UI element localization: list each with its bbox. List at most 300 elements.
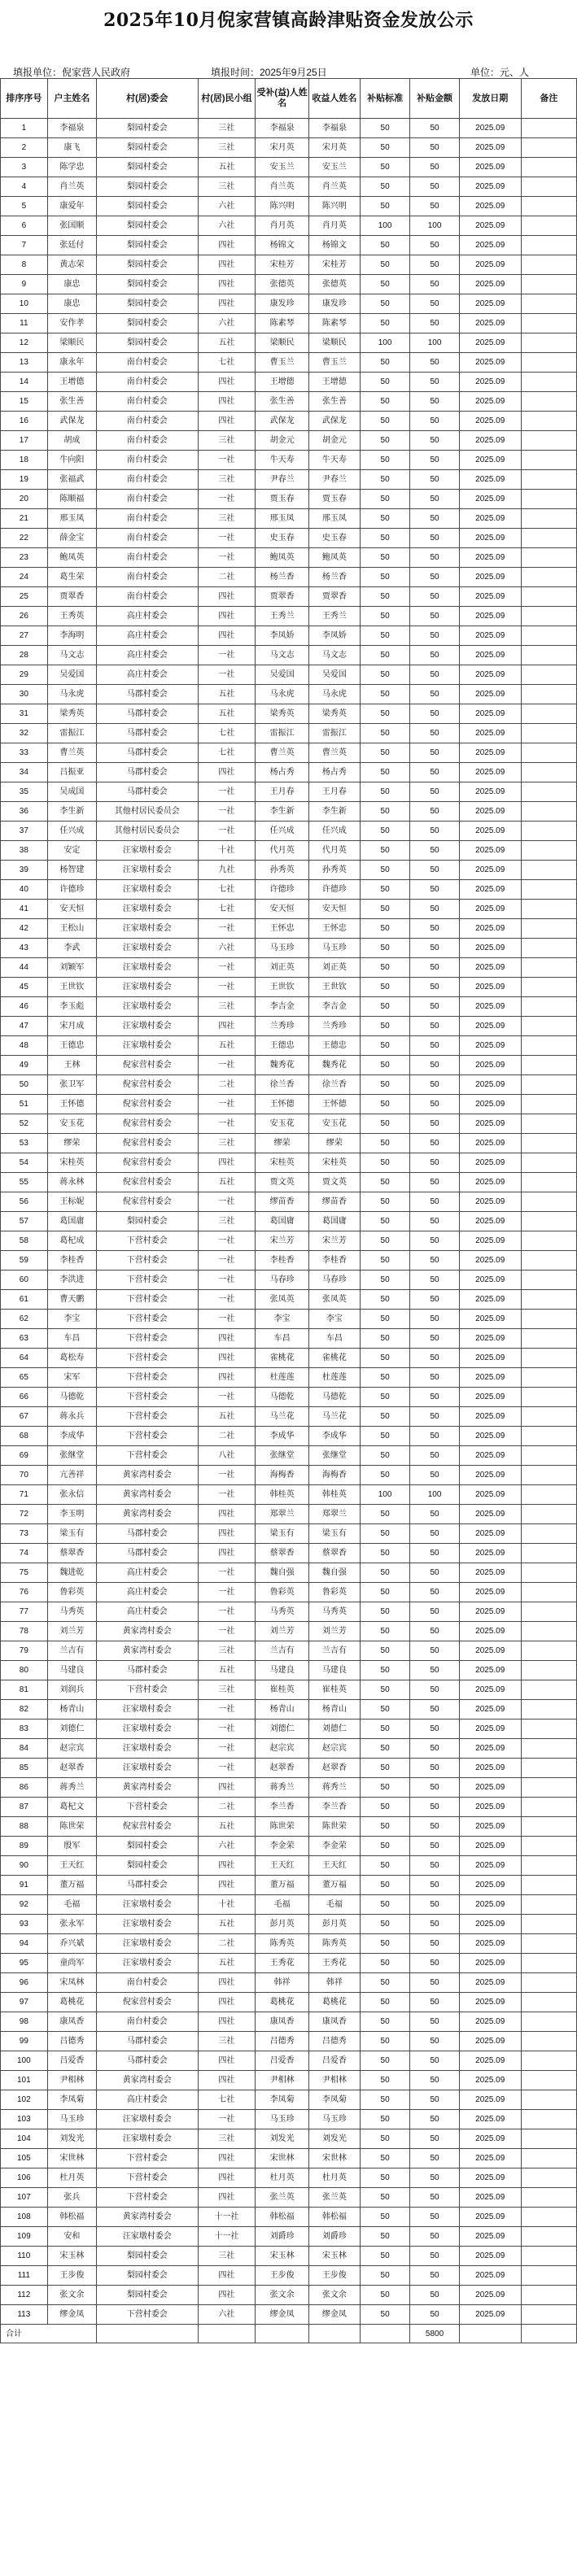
row-note <box>521 431 576 451</box>
row-note <box>521 1173 576 1192</box>
payment-date: 2025.09 <box>459 1290 521 1310</box>
beneficiary-name: 魏秀花 <box>256 1056 309 1075</box>
subsidy-standard: 50 <box>360 1876 410 1895</box>
beneficiary-name: 李兰香 <box>256 1798 309 1817</box>
householder-name: 康忠 <box>47 294 96 314</box>
villager-group: 三社 <box>198 2247 256 2266</box>
villager-group: 十一社 <box>198 2227 256 2247</box>
subsidy-standard: 50 <box>360 255 410 275</box>
subsidy-standard: 50 <box>360 2188 410 2208</box>
row-note <box>521 1095 576 1114</box>
villager-group: 三社 <box>198 997 256 1017</box>
subsidy-standard: 50 <box>360 1856 410 1876</box>
subsidy-standard: 50 <box>360 2305 410 2325</box>
villager-group: 四社 <box>198 2266 256 2286</box>
villager-group: 二社 <box>198 1934 256 1954</box>
beneficiary-name: 张兰英 <box>256 2188 309 2208</box>
village-committee: 梨园村委会 <box>96 1212 198 1231</box>
subsidy-amount: 50 <box>410 1856 459 1876</box>
payment-date: 2025.09 <box>459 1017 521 1036</box>
row-seq: 9 <box>1 275 48 294</box>
beneficiary-name: 杨占秀 <box>256 763 309 782</box>
row-seq: 113 <box>1 2305 48 2325</box>
recipient-name: 代月英 <box>308 841 360 861</box>
payment-date: 2025.09 <box>459 353 521 373</box>
row-seq: 45 <box>1 978 48 997</box>
subsidy-amount: 50 <box>410 1114 459 1134</box>
subsidy-amount: 100 <box>410 216 459 236</box>
village-committee: 南台村委会 <box>96 509 198 529</box>
subsidy-amount: 50 <box>410 1153 459 1173</box>
table-row <box>1 997 577 1017</box>
table-row <box>1 451 577 470</box>
householder-name: 肖兰英 <box>47 177 96 197</box>
subsidy-standard: 50 <box>360 2012 410 2032</box>
recipient-name: 曹玉兰 <box>308 353 360 373</box>
recipient-name: 杜月英 <box>308 2168 360 2188</box>
villager-group: 四社 <box>198 236 256 255</box>
row-seq: 93 <box>1 1915 48 1934</box>
subsidy-amount: 50 <box>410 1934 459 1954</box>
subsidy-standard: 50 <box>360 880 410 900</box>
village-committee: 南台村委会 <box>96 470 198 490</box>
reporting-time: 填报时间：2025年9月25日 <box>211 67 327 78</box>
subsidy-amount: 50 <box>410 1524 459 1544</box>
row-note <box>521 2208 576 2227</box>
table-row <box>1 1075 577 1095</box>
subsidy-standard: 50 <box>360 2090 410 2110</box>
householder-name: 吕振亚 <box>47 763 96 782</box>
subsidy-standard: 50 <box>360 1973 410 1993</box>
subsidy-standard: 50 <box>360 2129 410 2149</box>
row-seq: 27 <box>1 626 48 646</box>
payment-date: 2025.09 <box>459 1563 521 1583</box>
row-seq: 67 <box>1 1407 48 1427</box>
recipient-name: 李兰香 <box>308 1798 360 1817</box>
row-seq: 74 <box>1 1544 48 1563</box>
beneficiary-name: 李金荣 <box>256 1837 309 1856</box>
recipient-name: 宋月英 <box>308 138 360 158</box>
householder-name: 鲍凤英 <box>47 548 96 568</box>
table-row <box>1 2090 577 2110</box>
subsidy-standard: 50 <box>360 1954 410 1973</box>
villager-group: 一社 <box>198 1192 256 1212</box>
payment-date: 2025.09 <box>459 2032 521 2051</box>
householder-name: 李宝 <box>47 1310 96 1329</box>
subsidy-amount: 50 <box>410 978 459 997</box>
payment-date: 2025.09 <box>459 1798 521 1817</box>
householder-name: 鲁彩英 <box>47 1583 96 1602</box>
subsidy-standard: 50 <box>360 197 410 216</box>
payment-date: 2025.09 <box>459 1524 521 1544</box>
beneficiary-name: 安玉花 <box>256 1114 309 1134</box>
row-note <box>521 880 576 900</box>
village-committee: 汪家墩村委会 <box>96 841 198 861</box>
beneficiary-name: 康发珍 <box>256 294 309 314</box>
payment-date: 2025.09 <box>459 1212 521 1231</box>
village-committee: 下营村委会 <box>96 2168 198 2188</box>
row-seq: 44 <box>1 958 48 978</box>
payment-date: 2025.09 <box>459 470 521 490</box>
row-note <box>521 314 576 333</box>
row-note <box>521 255 576 275</box>
beneficiary-name: 鲁彩英 <box>256 1583 309 1602</box>
table-row <box>1 782 577 802</box>
payment-date: 2025.09 <box>459 1993 521 2012</box>
payment-date: 2025.09 <box>459 1505 521 1524</box>
subsidy-amount: 50 <box>410 1407 459 1427</box>
villager-group: 四社 <box>198 1505 256 1524</box>
householder-name: 宋凤林 <box>47 1973 96 1993</box>
row-seq: 69 <box>1 1446 48 1466</box>
subsidy-amount: 50 <box>410 1095 459 1114</box>
recipient-name: 马春珍 <box>308 1271 360 1290</box>
village-committee: 南台村委会 <box>96 392 198 412</box>
row-seq: 72 <box>1 1505 48 1524</box>
subsidy-amount: 50 <box>410 236 459 255</box>
subsidy-standard: 50 <box>360 2266 410 2286</box>
row-seq: 102 <box>1 2090 48 2110</box>
village-committee: 马郡村委会 <box>96 743 198 763</box>
recipient-name: 鲍凤英 <box>308 548 360 568</box>
subsidy-standard: 50 <box>360 1271 410 1290</box>
householder-name: 李武 <box>47 939 96 958</box>
recipient-name: 吴爱国 <box>308 665 360 685</box>
subsidy-standard: 50 <box>360 1798 410 1817</box>
table-row <box>1 314 577 333</box>
subsidy-standard: 50 <box>360 1134 410 1153</box>
beneficiary-name: 李凤娇 <box>256 626 309 646</box>
villager-group: 十社 <box>198 841 256 861</box>
subsidy-standard: 50 <box>360 782 410 802</box>
subsidy-amount: 50 <box>410 158 459 177</box>
village-committee: 高庄村委会 <box>96 2090 198 2110</box>
subsidy-standard: 50 <box>360 646 410 665</box>
householder-name: 董万福 <box>47 1876 96 1895</box>
village-committee: 南台村委会 <box>96 431 198 451</box>
row-seq: 73 <box>1 1524 48 1544</box>
row-note <box>521 1505 576 1524</box>
row-seq: 24 <box>1 568 48 587</box>
householder-name: 张国顺 <box>47 216 96 236</box>
payment-date: 2025.09 <box>459 1602 521 1622</box>
subsidy-standard: 100 <box>360 333 410 353</box>
subsidy-standard: 50 <box>360 509 410 529</box>
subsidy-standard: 100 <box>360 1485 410 1505</box>
village-committee: 汪家墩村委会 <box>96 880 198 900</box>
row-seq: 100 <box>1 2051 48 2071</box>
header-amount: 补贴金额 <box>410 79 459 119</box>
village-committee: 下营村委会 <box>96 1388 198 1407</box>
row-seq: 108 <box>1 2208 48 2227</box>
householder-name: 吴成国 <box>47 782 96 802</box>
village-committee: 汪家墩村委会 <box>96 1934 198 1954</box>
row-seq: 19 <box>1 470 48 490</box>
row-note <box>521 841 576 861</box>
village-committee: 下营村委会 <box>96 2149 198 2168</box>
subsidy-amount: 50 <box>410 1641 459 1661</box>
householder-name: 康爱年 <box>47 197 96 216</box>
row-note <box>521 1075 576 1095</box>
householder-name: 兰吉有 <box>47 1641 96 1661</box>
subsidy-amount: 50 <box>410 665 459 685</box>
village-committee: 下营村委会 <box>96 1680 198 1700</box>
villager-group: 四社 <box>198 2071 256 2090</box>
row-note <box>521 1388 576 1407</box>
payment-date: 2025.09 <box>459 939 521 958</box>
villager-group: 四社 <box>198 1368 256 1388</box>
recipient-name: 张文余 <box>308 2286 360 2305</box>
subsidy-standard: 50 <box>360 939 410 958</box>
payment-date: 2025.09 <box>459 1641 521 1661</box>
row-note <box>521 119 576 138</box>
row-seq: 8 <box>1 255 48 275</box>
recipient-name: 董万福 <box>308 1876 360 1895</box>
householder-name: 蒋永兵 <box>47 1407 96 1427</box>
recipient-name: 韩桂英 <box>308 1485 360 1505</box>
row-note <box>521 1856 576 1876</box>
villager-group: 四社 <box>198 1544 256 1563</box>
row-seq: 4 <box>1 177 48 197</box>
villager-group: 四社 <box>198 2051 256 2071</box>
recipient-name: 韩松福 <box>308 2208 360 2227</box>
beneficiary-name: 马永虎 <box>256 685 309 704</box>
subsidy-amount: 50 <box>410 958 459 978</box>
currency-unit: 单位：元、人 <box>470 67 530 78</box>
villager-group: 五社 <box>198 1954 256 1973</box>
recipient-name: 雀桃花 <box>308 1349 360 1368</box>
recipient-name: 缪金凤 <box>308 2305 360 2325</box>
row-note <box>521 1427 576 1446</box>
village-committee: 梨园村委会 <box>96 255 198 275</box>
householder-name: 李海明 <box>47 626 96 646</box>
subsidy-amount: 50 <box>410 1895 459 1915</box>
row-note <box>521 2266 576 2286</box>
householder-name: 马德乾 <box>47 1388 96 1407</box>
householder-name: 吕德秀 <box>47 2032 96 2051</box>
villager-group: 三社 <box>198 1641 256 1661</box>
villager-group: 四社 <box>198 2012 256 2032</box>
villager-group: 一社 <box>198 802 256 822</box>
row-note <box>521 373 576 392</box>
subsidy-standard: 50 <box>360 1446 410 1466</box>
row-seq: 49 <box>1 1056 48 1075</box>
beneficiary-name: 刘发光 <box>256 2129 309 2149</box>
row-note <box>521 646 576 665</box>
village-committee: 汪家墩村委会 <box>96 900 198 919</box>
subsidy-standard: 50 <box>360 1329 410 1349</box>
table-row <box>1 1641 577 1661</box>
subsidy-standard: 50 <box>360 138 410 158</box>
payment-date: 2025.09 <box>459 2266 521 2286</box>
beneficiary-name: 马德乾 <box>256 1388 309 1407</box>
householder-name: 王林 <box>47 1056 96 1075</box>
table-row <box>1 2012 577 2032</box>
beneficiary-name: 韩桂英 <box>256 1485 309 1505</box>
householder-name: 康忠 <box>47 275 96 294</box>
payment-date: 2025.09 <box>459 1934 521 1954</box>
row-seq: 91 <box>1 1876 48 1895</box>
householder-name: 宋世林 <box>47 2149 96 2168</box>
subsidy-amount: 50 <box>410 1622 459 1641</box>
beneficiary-name: 安玉兰 <box>256 158 309 177</box>
subsidy-amount: 50 <box>410 568 459 587</box>
row-seq: 81 <box>1 1680 48 1700</box>
recipient-name: 陈秀英 <box>308 1934 360 1954</box>
total-blank <box>459 2325 521 2343</box>
village-committee: 汪家墩村委会 <box>96 1759 198 1778</box>
villager-group: 一社 <box>198 1310 256 1329</box>
subsidy-standard: 50 <box>360 1466 410 1485</box>
village-committee: 黄家湾村委会 <box>96 2208 198 2227</box>
recipient-name: 杨锦文 <box>308 236 360 255</box>
row-note <box>521 1544 576 1563</box>
village-committee: 下营村委会 <box>96 1329 198 1349</box>
beneficiary-name: 王怀忠 <box>256 919 309 939</box>
householder-name: 杜月英 <box>47 2168 96 2188</box>
row-note <box>521 1993 576 2012</box>
beneficiary-name: 武保龙 <box>256 412 309 431</box>
row-note <box>521 743 576 763</box>
payment-date: 2025.09 <box>459 802 521 822</box>
subsidy-amount: 50 <box>410 802 459 822</box>
table-row <box>1 1056 577 1075</box>
subsidy-amount: 50 <box>410 1056 459 1075</box>
row-seq: 51 <box>1 1095 48 1114</box>
subsidy-standard: 50 <box>360 431 410 451</box>
beneficiary-name: 董万福 <box>256 1876 309 1895</box>
subsidy-standard: 50 <box>360 2227 410 2247</box>
beneficiary-name: 王怀德 <box>256 1095 309 1114</box>
recipient-name: 宋玉林 <box>308 2247 360 2266</box>
row-note <box>521 294 576 314</box>
subsidy-amount: 50 <box>410 1759 459 1778</box>
villager-group: 六社 <box>198 939 256 958</box>
row-note <box>521 1368 576 1388</box>
village-committee: 梨园村委会 <box>96 236 198 255</box>
table-row <box>1 1817 577 1837</box>
table-row <box>1 509 577 529</box>
village-committee: 南台村委会 <box>96 587 198 607</box>
householder-name: 曹兰英 <box>47 743 96 763</box>
beneficiary-name: 肖月英 <box>256 216 309 236</box>
village-committee: 梨园村委会 <box>96 138 198 158</box>
table-row <box>1 939 577 958</box>
villager-group: 五社 <box>198 333 256 353</box>
subsidy-standard: 50 <box>360 1251 410 1271</box>
row-seq: 43 <box>1 939 48 958</box>
villager-group: 一社 <box>198 1466 256 1485</box>
subsidy-standard: 50 <box>360 802 410 822</box>
payment-date: 2025.09 <box>459 2129 521 2149</box>
table-row <box>1 1212 577 1231</box>
villager-group: 二社 <box>198 568 256 587</box>
beneficiary-name: 胡金元 <box>256 431 309 451</box>
recipient-name: 肖兰英 <box>308 177 360 197</box>
payment-date: 2025.09 <box>459 548 521 568</box>
table-row <box>1 1192 577 1212</box>
subsidy-amount: 100 <box>410 1485 459 1505</box>
subsidy-standard: 50 <box>360 1056 410 1075</box>
row-note <box>521 197 576 216</box>
payment-date: 2025.09 <box>459 1329 521 1349</box>
beneficiary-name: 孙秀英 <box>256 861 309 880</box>
subsidy-amount: 50 <box>410 607 459 626</box>
villager-group: 一社 <box>198 1114 256 1134</box>
payment-date: 2025.09 <box>459 1251 521 1271</box>
subsidy-standard: 50 <box>360 978 410 997</box>
row-seq: 21 <box>1 509 48 529</box>
row-seq: 54 <box>1 1153 48 1173</box>
villager-group: 三社 <box>198 470 256 490</box>
householder-name: 张兵 <box>47 2188 96 2208</box>
table-row <box>1 2266 577 2286</box>
subsidy-standard: 50 <box>360 607 410 626</box>
subsidy-amount: 50 <box>410 743 459 763</box>
householder-name: 许德珍 <box>47 880 96 900</box>
householder-name: 殷军 <box>47 1837 96 1856</box>
householder-name: 葛杞文 <box>47 1798 96 1817</box>
village-committee: 倪家营村委会 <box>96 1056 198 1075</box>
payment-date: 2025.09 <box>459 255 521 275</box>
table-row <box>1 646 577 665</box>
village-committee: 高庄村委会 <box>96 1563 198 1583</box>
beneficiary-name: 马建良 <box>256 1661 309 1680</box>
village-committee: 下营村委会 <box>96 1251 198 1271</box>
householder-name: 李洪进 <box>47 1271 96 1290</box>
village-committee: 马郡村委会 <box>96 1524 198 1544</box>
payment-date: 2025.09 <box>459 392 521 412</box>
householder-name: 康飞 <box>47 138 96 158</box>
table-row <box>1 1583 577 1602</box>
row-seq: 62 <box>1 1310 48 1329</box>
village-committee: 汪家墩村委会 <box>96 1017 198 1036</box>
village-committee: 梨园村委会 <box>96 333 198 353</box>
payment-date: 2025.09 <box>459 314 521 333</box>
subsidy-standard: 50 <box>360 1915 410 1934</box>
subsidy-amount: 50 <box>410 1427 459 1446</box>
subsidy-standard: 50 <box>360 1095 410 1114</box>
row-seq: 56 <box>1 1192 48 1212</box>
payment-date: 2025.09 <box>459 197 521 216</box>
row-note <box>521 1466 576 1485</box>
subsidy-amount: 50 <box>410 1251 459 1271</box>
row-note <box>521 1837 576 1856</box>
villager-group: 四社 <box>198 392 256 412</box>
payment-date: 2025.09 <box>459 1485 521 1505</box>
recipient-name: 张德英 <box>308 275 360 294</box>
beneficiary-name: 李生新 <box>256 802 309 822</box>
beneficiary-name: 李成华 <box>256 1427 309 1446</box>
table-row <box>1 1934 577 1954</box>
payment-date: 2025.09 <box>459 1661 521 1680</box>
subsidy-standard: 50 <box>360 2286 410 2305</box>
table-row <box>1 1153 577 1173</box>
village-committee: 倪家营村委会 <box>96 1817 198 1837</box>
table-row <box>1 275 577 294</box>
village-committee: 下营村委会 <box>96 1231 198 1251</box>
table-row <box>1 626 577 646</box>
row-note <box>521 1134 576 1153</box>
row-seq: 70 <box>1 1466 48 1485</box>
payment-date: 2025.09 <box>459 997 521 1017</box>
villager-group: 三社 <box>198 1134 256 1153</box>
beneficiary-name: 张德英 <box>256 275 309 294</box>
householder-name: 梁秀英 <box>47 704 96 724</box>
subsidy-amount: 50 <box>410 2286 459 2305</box>
table-row <box>1 2149 577 2168</box>
recipient-name: 宋世林 <box>308 2149 360 2168</box>
